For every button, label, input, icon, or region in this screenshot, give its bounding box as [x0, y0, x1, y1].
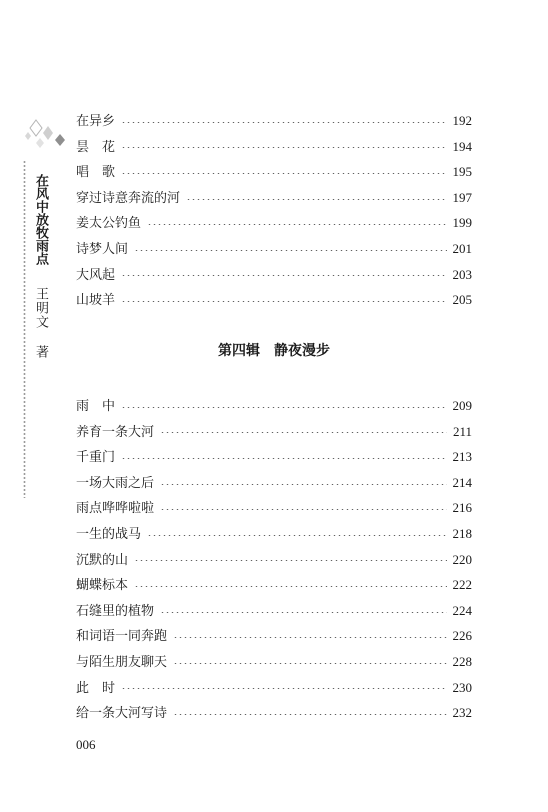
toc-entry[interactable]: [76, 598, 472, 624]
toc-entry[interactable]: [76, 134, 472, 160]
author-vertical: 王明文 著: [33, 287, 48, 359]
dot-leader: [134, 586, 446, 587]
toc-entry-title: 和词语一同奔跑: [76, 629, 168, 645]
toc-entry-title: 大风起: [76, 267, 116, 283]
toc-list-part-a: [76, 108, 472, 313]
dot-leader: [121, 173, 446, 174]
toc-entry-page: 197: [452, 189, 472, 205]
toc-entry[interactable]: [76, 210, 472, 236]
toc-entry[interactable]: [76, 521, 472, 547]
toc-entry-page: 209: [452, 398, 472, 413]
dot-leader: [134, 560, 446, 561]
toc-entry-title: 姜太公钓鱼: [76, 216, 142, 232]
dot-leader: [121, 301, 446, 302]
book-title-vertical: 在风中放牧雨点: [33, 174, 48, 265]
toc-entry-title: 此 时: [76, 680, 116, 696]
toc-entry-page: 213: [452, 449, 472, 465]
toc-entry-page: 230: [452, 679, 472, 695]
toc-entry[interactable]: [76, 623, 472, 649]
toc-entry-page: 214: [452, 474, 472, 490]
dot-leader: [121, 458, 446, 459]
toc-entry[interactable]: [76, 419, 472, 445]
toc-entry-page: 203: [452, 266, 472, 282]
dot-leader: [121, 122, 446, 123]
toc-entry[interactable]: [76, 675, 472, 701]
dot-leader: [173, 637, 446, 638]
toc-entry-page: 222: [452, 577, 472, 593]
toc-entry[interactable]: [76, 700, 472, 726]
dot-leader: [121, 275, 446, 276]
dot-leader: [160, 509, 446, 510]
dot-leader: [147, 224, 446, 225]
toc-entry-title: 与陌生朋友聊天: [76, 654, 168, 670]
section-heading: 第四辑 静夜漫步: [218, 343, 330, 359]
toc-entry-title: 石缝里的植物: [76, 603, 155, 619]
toc-entry[interactable]: [76, 236, 472, 262]
dot-leader: [160, 612, 446, 613]
toc-entry-page: 226: [452, 628, 472, 644]
toc-entry-page: 194: [452, 138, 472, 154]
dot-leader: [173, 663, 446, 664]
toc-entry-page: 216: [452, 500, 472, 516]
toc-entry-title: 昙 花: [76, 139, 116, 155]
toc-entry[interactable]: [76, 495, 472, 521]
toc-list-part-b: [76, 393, 472, 726]
toc-entry-title: 唱 歌: [76, 165, 116, 181]
toc-entry[interactable]: [76, 470, 472, 496]
toc-entry[interactable]: [76, 444, 472, 470]
toc-entry-page: 205: [452, 292, 472, 308]
toc-entry-title: 在异乡: [76, 114, 116, 129]
toc-entry[interactable]: [76, 262, 472, 288]
dot-leader: [147, 535, 446, 536]
toc-entry-page: 199: [452, 215, 472, 231]
toc-entry-title: 雨点哗哗啦啦: [76, 501, 155, 517]
toc-entry[interactable]: [76, 159, 472, 185]
toc-entry[interactable]: [76, 547, 472, 573]
decorative-diamonds: [22, 116, 68, 156]
toc-entry-title: 雨 中: [76, 399, 116, 414]
toc-entry-title: 养育一条大河: [76, 424, 155, 440]
toc-entry-title: 沉默的山: [76, 552, 129, 568]
toc-entry-page: 201: [452, 240, 472, 256]
dot-leader: [160, 432, 447, 433]
page-number: 006: [76, 737, 96, 752]
toc-entry-title: 给一条大河写诗: [76, 706, 168, 722]
dot-leader: [186, 199, 446, 200]
dot-leader: [160, 484, 446, 485]
toc-entry-title: 山坡羊: [76, 293, 116, 309]
toc-entry-title: 诗梦人间: [76, 241, 129, 257]
toc-entry-title: 千重门: [76, 450, 116, 466]
toc-entry-page: 224: [452, 602, 472, 618]
toc-entry-title: 一生的战马: [76, 526, 142, 542]
toc-entry-page: 211: [452, 423, 472, 439]
toc-entry-page: 228: [452, 653, 472, 669]
dot-leader: [121, 407, 446, 408]
dot-leader: [173, 714, 446, 715]
toc-entry-title: 穿过诗意奔流的河: [76, 190, 181, 206]
toc-entry[interactable]: [76, 572, 472, 598]
toc-entry-title: 蝴蝶标本: [76, 578, 129, 594]
toc-entry-page: 220: [452, 551, 472, 567]
toc-entry-page: 192: [452, 113, 472, 128]
toc-entry[interactable]: [76, 393, 472, 419]
toc-entry[interactable]: [76, 108, 472, 134]
dot-leader: [121, 688, 446, 689]
dot-leader: [121, 147, 446, 148]
toc-entry[interactable]: [76, 287, 472, 313]
dot-leader: [134, 250, 446, 251]
toc-entry-page: 218: [452, 525, 472, 541]
toc-entry[interactable]: [76, 185, 472, 211]
toc-entry-page: 232: [452, 705, 472, 721]
toc-entry[interactable]: [76, 649, 472, 675]
decorative-dotted-line: [23, 160, 26, 498]
toc-entry-page: 195: [452, 164, 472, 180]
toc-entry-title: 一场大雨之后: [76, 475, 155, 491]
